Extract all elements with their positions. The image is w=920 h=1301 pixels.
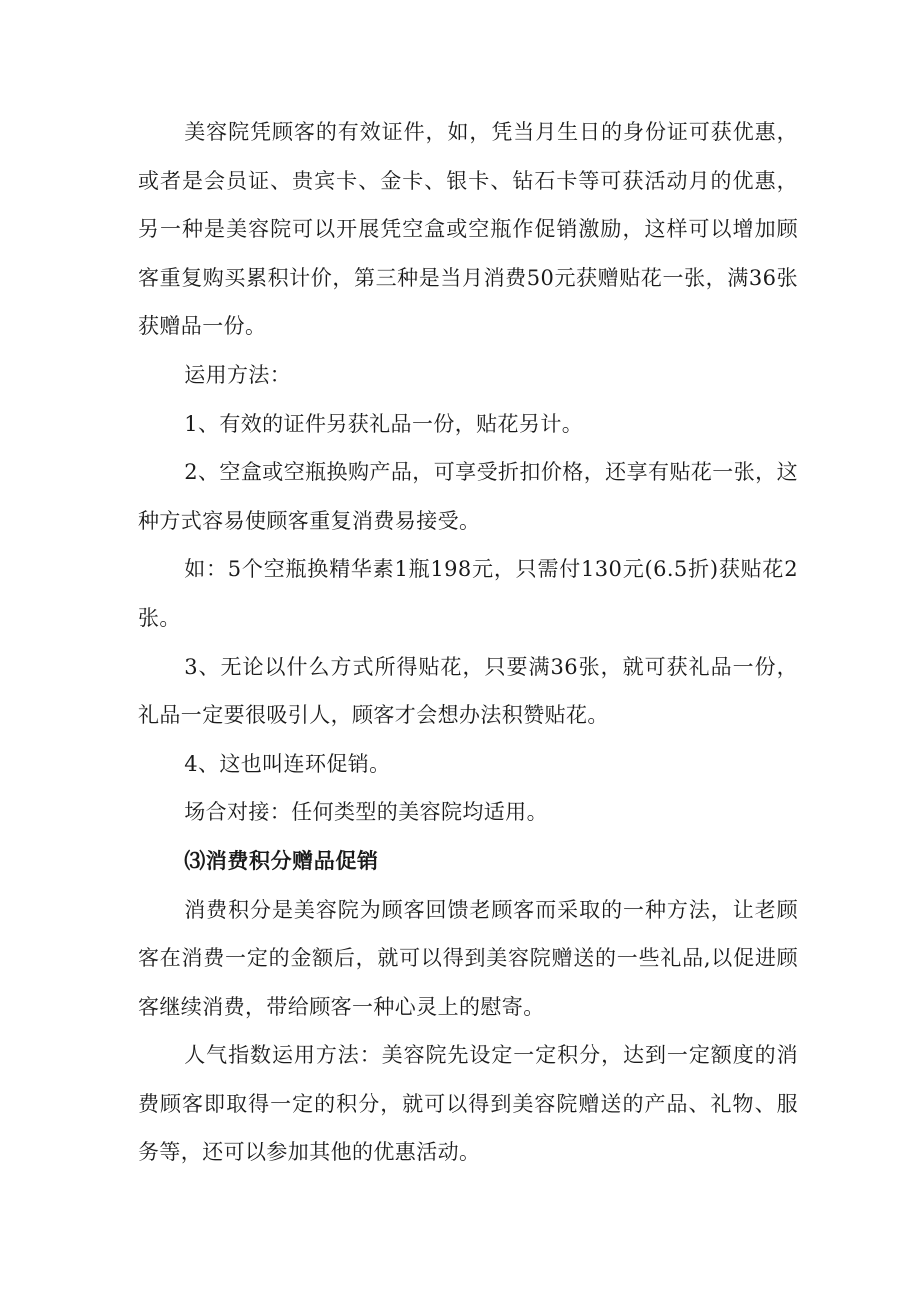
list-item-1: 1、有效的证件另获礼品一份，贴花另计。: [184, 411, 584, 436]
document-body: [138, 108, 798, 1177]
paragraph-certificate-offers: 美容院凭顾客的有效证件，如，凭当月生日的身份证可获优惠，或者是会员证、贵宾卡、金卡、银卡、钻石卡等可获活动月的优惠，另一种是美容院可以开展凭空盒或空瓶作促销激励，这样可以增加顾客重复购买累积计价，第三种是当月消费50元获赠贴花一张，满36张获赠品一份。: [138, 120, 798, 339]
paragraph-applicable-scenes: 场合对接：任何类型的美容院均适用。: [184, 800, 548, 825]
paragraph-points-intro: 消费积分是美容院为顾客回馈老顾客而采取的一种方法，让老顾客在消费一定的金额后，就可以得到美容院赠送的一些礼品,以促进顾客继续消费，带给顾客一种心灵上的慰寄。: [138, 897, 798, 1019]
paragraph-example: 如：5个空瓶换精华素1瓶198元，只需付130元(6.5折)获贴花2张。: [138, 557, 798, 630]
section-heading: ⑶消费积分赠品促销: [184, 848, 379, 873]
list-item-3: 3、无论以什么方式所得贴花，只要满36张，就可获礼品一份，礼品一定要很吸引人，顾客才会想办法积赞贴花。: [138, 654, 798, 728]
paragraph-points-method: 人气指数运用方法：美容院先设定一定积分，达到一定额度的消费顾客即取得一定的积分，就可以得到美容院赠送的产品、礼物、服务等，还可以参加其他的优惠活动。: [138, 1043, 798, 1165]
list-item-2: 2、空盒或空瓶换购产品，可享受折扣价格，还享有贴花一张，这种方式容易使顾客重复消费易接受。: [138, 460, 798, 533]
list-item-4: 4、这也叫连环促销。: [184, 751, 391, 776]
paragraph-usage-label: 运用方法：: [184, 362, 292, 387]
